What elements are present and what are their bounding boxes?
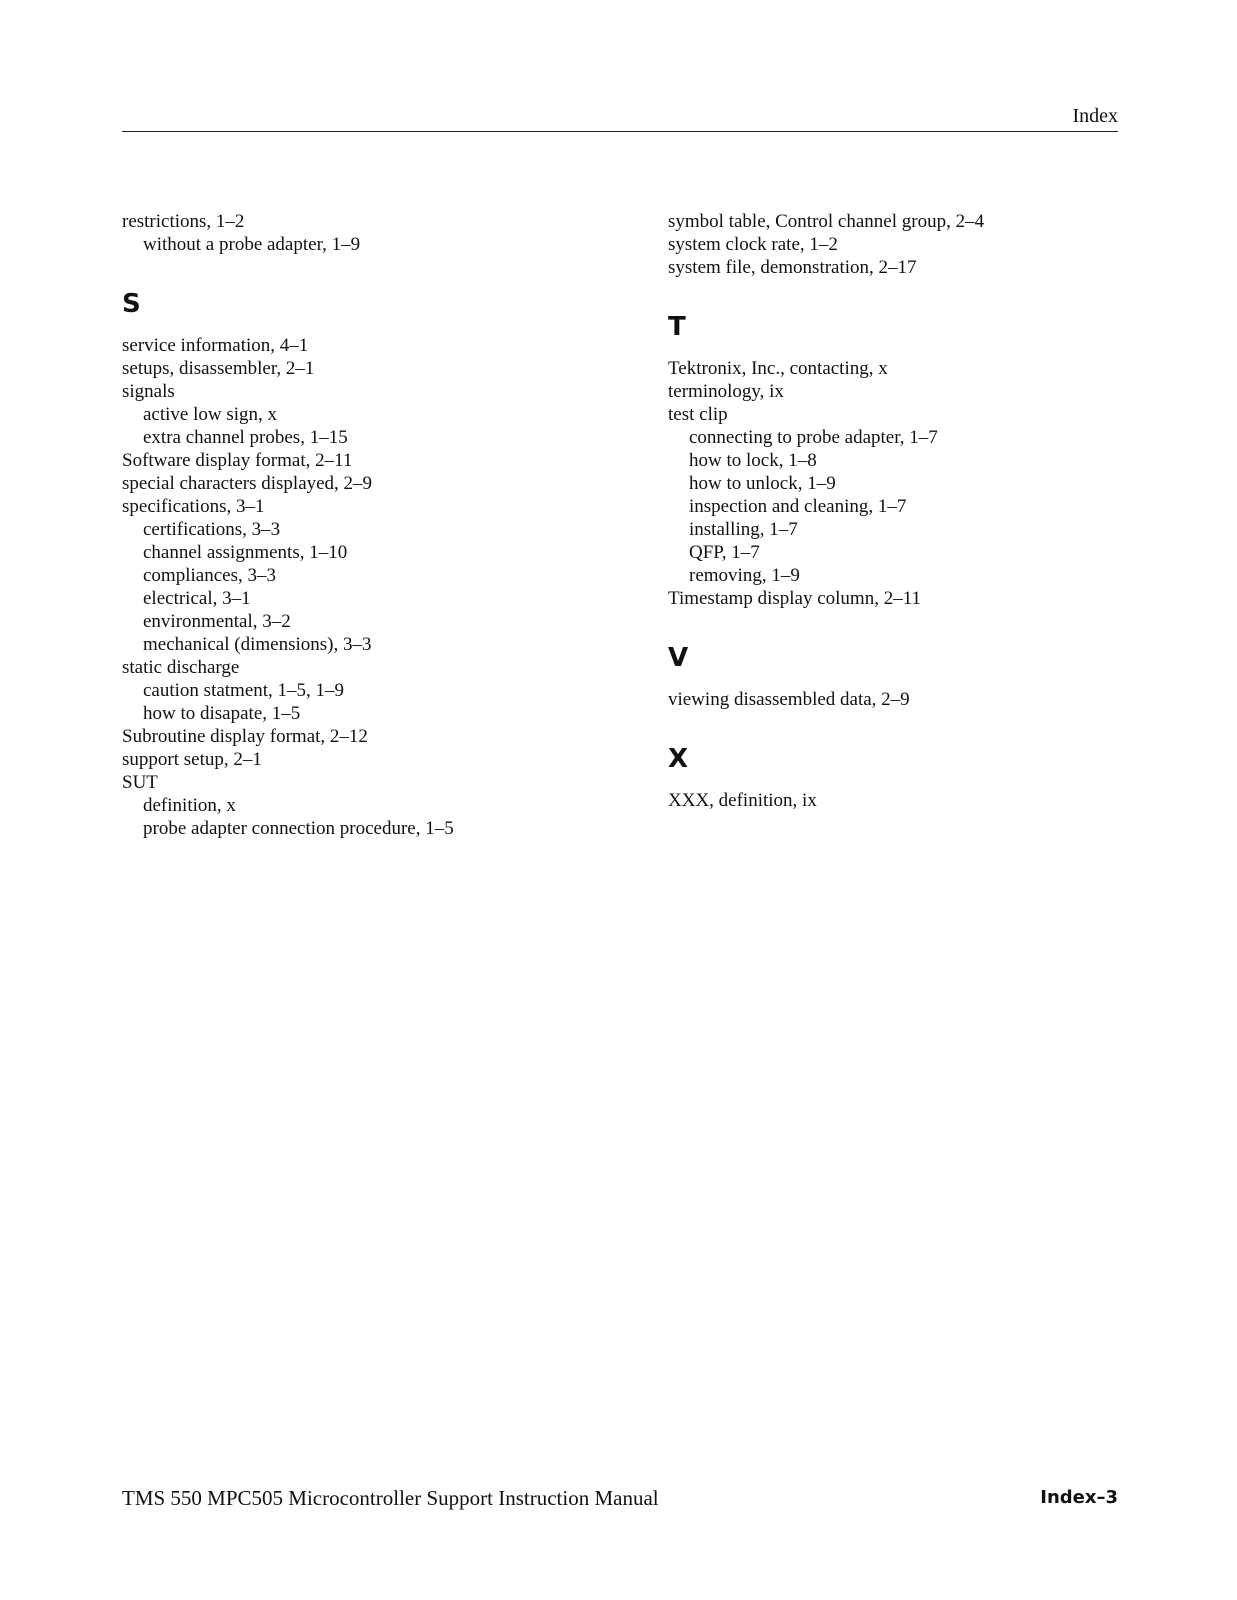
index-subentry: connecting to probe adapter, 1–7 xyxy=(689,427,938,448)
index-entry: specifications, 3–1 xyxy=(122,496,265,517)
index-subentry: definition, x xyxy=(143,795,236,816)
index-subentry: QFP, 1–7 xyxy=(689,542,760,563)
index-entry: service information, 4–1 xyxy=(122,335,309,356)
index-column-right xyxy=(668,210,1148,812)
index-subentry: active low sign, x xyxy=(143,404,278,425)
manual-title: TMS 550 MPC505 Microcontroller Support Instruction Manual xyxy=(122,1486,659,1510)
index-entry: support setup, 2–1 xyxy=(122,749,262,770)
index-subentry: probe adapter connection procedure, 1–5 xyxy=(143,818,454,839)
index-subentry: extra channel probes, 1–15 xyxy=(143,427,348,448)
index-subentry: how to lock, 1–8 xyxy=(689,450,817,471)
index-letter-heading: S xyxy=(122,289,141,319)
index-column-left xyxy=(122,210,602,840)
index-entry: restrictions, 1–2 xyxy=(122,211,245,232)
index-subentry: electrical, 3–1 xyxy=(143,588,251,609)
index-entry: Timestamp display column, 2–11 xyxy=(668,588,921,609)
index-subentry: removing, 1–9 xyxy=(689,565,800,586)
index-subentry: installing, 1–7 xyxy=(689,519,798,540)
index-subentry: environmental, 3–2 xyxy=(143,611,291,632)
index-entry: test clip xyxy=(668,404,728,425)
index-entry: Subroutine display format, 2–12 xyxy=(122,726,368,747)
index-entry: symbol table, Control channel group, 2–4 xyxy=(668,211,985,232)
index-entry: Tektronix, Inc., contacting, x xyxy=(668,358,888,379)
index-entry: setups, disassembler, 2–1 xyxy=(122,358,315,379)
index-subentry: how to unlock, 1–9 xyxy=(689,473,836,494)
header-rule xyxy=(122,131,1118,132)
index-subentry: compliances, 3–3 xyxy=(143,565,276,586)
index-entry: special characters displayed, 2–9 xyxy=(122,473,373,494)
page-number: Index–3 xyxy=(1040,1487,1118,1508)
index-subentry: inspection and cleaning, 1–7 xyxy=(689,496,907,517)
index-entry: Software display format, 2–11 xyxy=(122,450,353,471)
index-letter-heading: X xyxy=(668,744,689,774)
index-entry: system file, demonstration, 2–17 xyxy=(668,257,917,278)
index-subentry: mechanical (dimensions), 3–3 xyxy=(143,634,372,655)
index-letter-heading: V xyxy=(668,643,689,673)
index-subentry: channel assignments, 1–10 xyxy=(143,542,348,563)
index-entry: SUT xyxy=(122,772,158,793)
running-header: Index xyxy=(1072,105,1118,127)
index-entry: system clock rate, 1–2 xyxy=(668,234,838,255)
index-subentry: caution statment, 1–5, 1–9 xyxy=(143,680,345,701)
index-entry: static discharge xyxy=(122,657,240,678)
index-subentry: certifications, 3–3 xyxy=(143,519,281,540)
index-letter-heading: T xyxy=(668,312,686,342)
index-subentry: without a probe adapter, 1–9 xyxy=(143,234,361,255)
index-subentry: how to disapate, 1–5 xyxy=(143,703,301,724)
index-entry: viewing disassembled data, 2–9 xyxy=(668,689,910,710)
index-entry: terminology, ix xyxy=(668,381,784,402)
index-entry: signals xyxy=(122,381,175,402)
index-entry: XXX, definition, ix xyxy=(668,790,817,811)
